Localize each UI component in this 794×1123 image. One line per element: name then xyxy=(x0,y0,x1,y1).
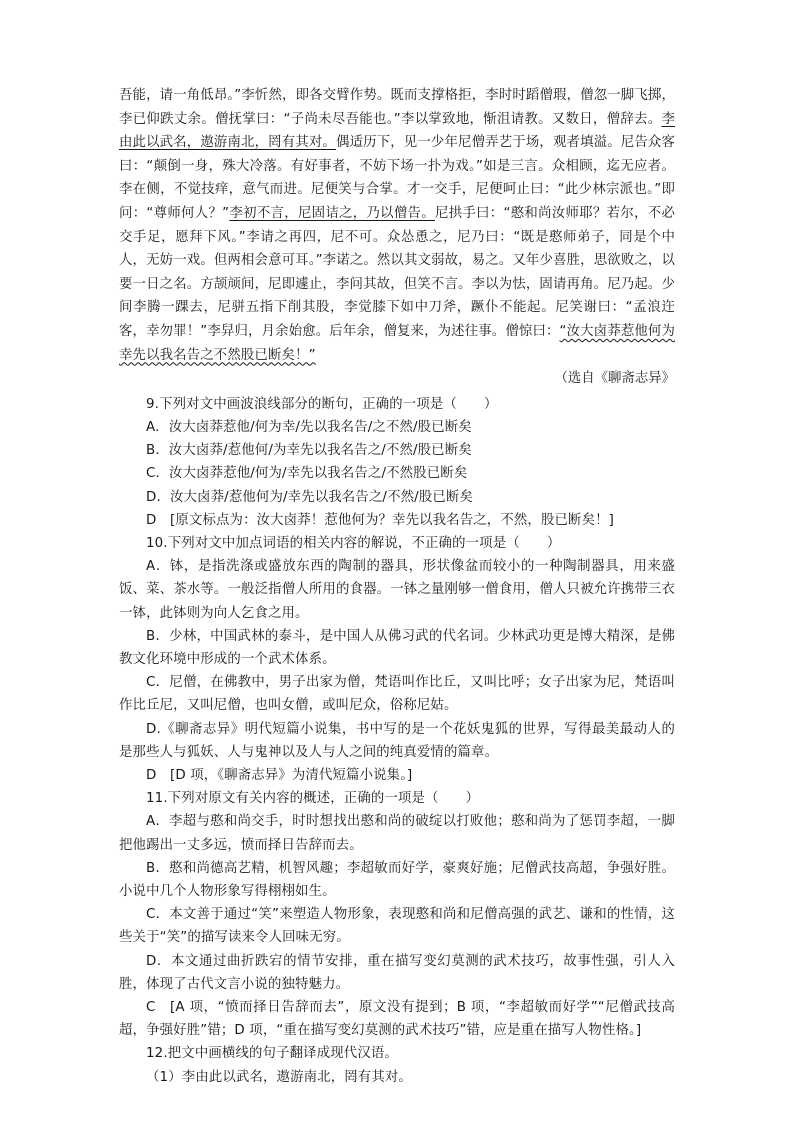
option-d: D.《聊斋志异》明代短篇小说集，书中写的是一个花妖鬼狐的世界，写得最美最动人的是那些人与狐妖、人与鬼神以及人与人之间的纯真爱情的篇章。 xyxy=(119,721,675,760)
document-page xyxy=(119,84,675,1089)
answer-explanation: D [原文标点为：汝大卤莽！惹他何为？幸先以我名告之，不然，股已断矣！] xyxy=(146,512,615,528)
underlined-sentence-2: 李初不言，尼固诘之，乃以僧告。 xyxy=(229,205,435,221)
answer-explanation: D [D 项，《聊斋志异》为清代短篇小说集。] xyxy=(146,767,413,783)
option-c: C．尼僧，在佛教中，男子出家为僧，梵语叫作比丘，又叫比呼；女子出家为尼，梵语叫作比丘尼，又叫尼僧，也叫女僧，或叫尼众，俗称尼姑。 xyxy=(119,675,675,714)
option-b: B．憨和尚德高艺精，机智风趣；李超敏而好学，豪爽好施；尼僧武技高超，争强好胜。小说中几个人物形象写得栩栩如生。 xyxy=(119,860,675,899)
question-9 xyxy=(119,393,675,532)
translation-item-1: （1）李由此以武名，遨游南北，罔有其对。 xyxy=(146,1069,412,1085)
question-stem: 11.下列对原文有关内容的概述，正确的一项是（ ） xyxy=(146,791,480,807)
option-a: A．钵，是指洗涤或盛放东西的陶制的器具，形状像盆而较小的一种陶制器具，用来盛饭、菜、茶水等。一般泛指僧人所用的食器。一钵之量刚够一僧食用，僧人只被允许携带三衣一钵，此钵则为向人乞食之用。 xyxy=(119,559,675,621)
option-a: A．李超与憨和尚交手，时时想找出憨和尚的破绽以打败他；憨和尚为了惩罚李超，一脚把他踢出一丈多远，愤而择日告辞而去。 xyxy=(119,814,675,853)
option-c: C．本文善于通过“笑”来塑造人物形象，表现憨和尚和尼僧高强的武艺、谦和的性情，这些关于“笑”的描写读来令人回味无穷。 xyxy=(119,907,675,946)
option-c: C．汝大卤莽惹他/何为/幸先以我名告之/不然股已断矣 xyxy=(146,466,468,482)
question-10 xyxy=(119,532,675,787)
wavy-underlined-sentence: “汝大卤莽惹他何为幸先以我名告之不然股已断矣！” xyxy=(119,323,675,363)
question-stem: 9.下列对文中画波浪线部分的断句，正确的一项是（ ） xyxy=(146,396,498,412)
passage-text: 尼拱手曰：“憨和尚汝师耶？若尔，不必交手足，愿拜下风。”李请之再四，尼不可。众怂恿之，尼乃曰：“既是憨师弟子，同是个中人，无妨一戏。但两相会意可耳。”李诺之。然以其文弱故，易之。又年少喜胜，思欲败之，以要一日之名。方颉颃间，尼即遽止，李问其故，但笑不言。李以为怯，固请再角。尼乃起。少间李腾一踝去，尼骈五指下削其股，李觉膝下如中刀斧，蹶仆不能起。尼笑谢曰：“孟浪迕客，幸勿罪！”李舁归，月余始愈。后年余，僧复来，为述往事。僧惊曰： xyxy=(119,205,675,339)
option-d: D．本文通过曲折跌宕的情节安排，重在描写变幻莫测的武术技巧，故事性强，引人入胜，体现了古代文言小说的独特魅力。 xyxy=(119,953,675,992)
question-stem: 12.把文中画横线的句子翻译成现代汉语。 xyxy=(146,1046,398,1062)
passage-text: 偶适历下，见一少年尼僧弄艺于场，观者填溢。尼告众客曰：“颠倒一身，殊大冷落。有好事者，不妨下场一扑为戏。”如是三言。众相顾，迄无应者。李在侧，不觉技痒，意气而进。尼便笑与合掌。才一交手，尼便呵止曰：“此少林宗派也。”即问：“尊师何人？” xyxy=(119,135,675,221)
option-d: D．汝大卤莽/惹他何为/幸先以我名告之/不然/股已断矣 xyxy=(146,489,473,505)
question-12 xyxy=(119,1042,675,1088)
option-a: A．汝大卤莽惹他/何为幸/先以我名告/之不然/股已断矣 xyxy=(146,419,472,435)
question-stem: 10.下列对文中加点词语的相关内容的解说，不正确的一项是（ ） xyxy=(146,535,561,551)
option-b: B．汝大卤莽/惹他何/为幸先以我名告之/不然/股已断矣 xyxy=(146,443,472,459)
option-b: B．少林，中国武林的泰斗，是中国人从佛习武的代名词。少林武功更是博大精深，是佛教文化环境中形成的一个武术体系。 xyxy=(119,628,675,667)
underlined-sentence-1: 李由此以武名，遨游南北，罔有其对。 xyxy=(119,111,675,151)
passage-text: 吾能，请一角低昂。”李忻然，即各交臂作势。既而支撑格拒，李时时蹈僧瑕，僧忽一脚飞掷，李已仰跌丈余。僧抚掌曰：“子尚未尽吾能也。”李以掌致地，惭沮请教。又数日，僧辞去。 xyxy=(119,88,675,127)
passage-paragraph xyxy=(119,84,675,367)
question-11 xyxy=(119,787,675,1042)
passage-source: （选自《聊斋志异》 xyxy=(554,371,675,387)
answer-explanation: C [A 项，“愤而择日告辞而去”，原文没有提到；B 项，“李超敏而好学”“尼僧武技高超，争强好胜”错；D 项，“重在描写变幻莫测的武术技巧”错，应是重在描写人物性格。] xyxy=(119,1000,675,1039)
